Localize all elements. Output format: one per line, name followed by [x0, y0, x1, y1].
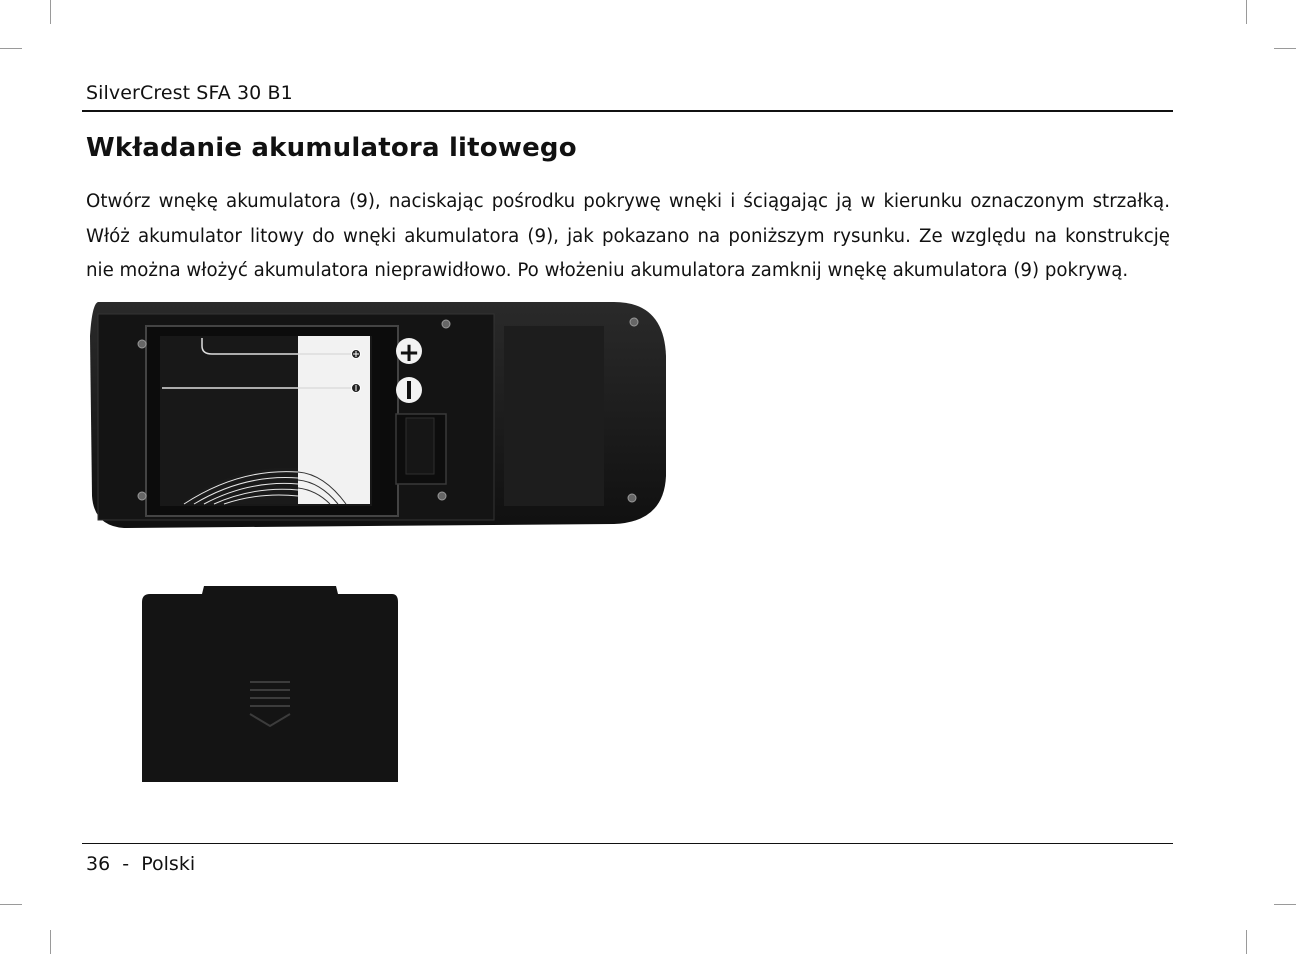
- section-title: Wkładanie akumulatora litowego: [86, 133, 577, 163]
- footer-rule: [82, 843, 1173, 844]
- crop-mark: [1274, 904, 1296, 905]
- crop-mark: [1274, 48, 1296, 49]
- crop-mark: [50, 930, 51, 954]
- page-header: SilverCrest SFA 30 B1: [86, 82, 293, 104]
- page-footer: [86, 853, 195, 875]
- crop-mark: [0, 48, 22, 49]
- paragraph-line: Włóż akumulator litowy do wnęki akumulatora (9), jak pokazano na poniższym rysunku. Ze względu na konstrukcję: [86, 225, 1170, 247]
- page-number: 36: [86, 853, 111, 875]
- crop-mark: [1246, 0, 1247, 24]
- crop-mark: [0, 904, 22, 905]
- crop-mark: [50, 0, 51, 24]
- battery-cover-illustration: [140, 582, 402, 787]
- device-battery-compartment-illustration: [84, 296, 669, 532]
- footer-separator: -: [122, 853, 130, 875]
- header-rule: [82, 110, 1173, 112]
- crop-mark: [1246, 930, 1247, 954]
- footer-language: Polski: [141, 853, 196, 875]
- paragraph-line: nie można włożyć akumulatora nieprawidłowo. Po włożeniu akumulatora zamknij wnękę akumulatora (9) pokrywą.: [86, 260, 1129, 281]
- instruction-paragraph: [86, 185, 1170, 289]
- paragraph-line: Otwórz wnękę akumulatora (9), naciskając pośrodku pokrywę wnęki i ściągając ją w kierunku oznaczonym strzałką.: [86, 191, 1170, 212]
- plus-symbol-label: +: [398, 338, 420, 368]
